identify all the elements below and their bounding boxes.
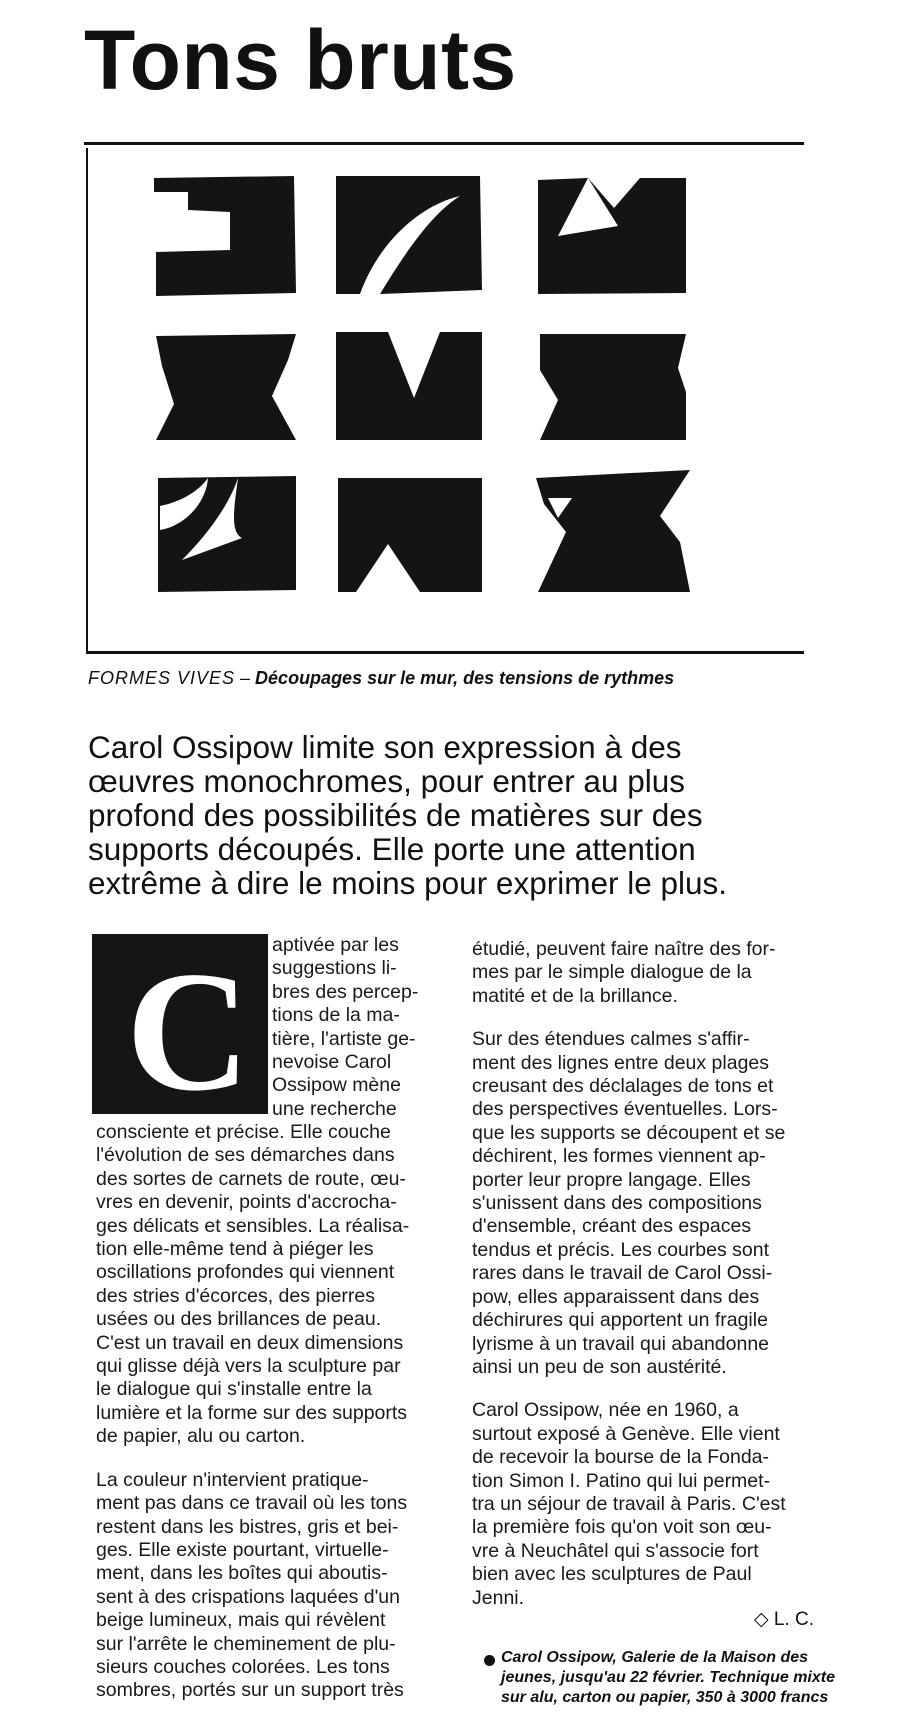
body-line: une recherche	[272, 1097, 397, 1120]
info-line: jeunes, jusqu'au 22 février. Technique mixte	[501, 1669, 835, 1686]
lede-line: supports découpés. Elle porte une attention	[88, 831, 696, 867]
body-line: l'évolution de ses démarches dans	[96, 1144, 395, 1167]
caption-dash: –	[235, 668, 256, 688]
lede-line: Carol Ossipow limite son expression à des	[88, 729, 682, 765]
body-line: pow, elles apparaissent dans des	[472, 1285, 760, 1308]
body-line: Carol Ossipow, née en 1960, a	[472, 1399, 739, 1422]
lede-line: œuvres monochromes, pour entrer au plus	[88, 763, 686, 799]
paragraph-gap	[96, 1449, 409, 1469]
body-line: sieurs couches colorées. Les tons	[96, 1655, 390, 1678]
body-line: creusant des déclalages de tons et	[472, 1075, 774, 1098]
body-line: Jenni.	[472, 1586, 525, 1609]
body-line: tion elle-même tend à piéger les	[96, 1238, 374, 1261]
exhibition-info	[481, 1648, 835, 1708]
body-line: qui glisse déjà vers la sculpture par	[96, 1355, 401, 1378]
body-line: d'ensemble, créant des espaces	[472, 1215, 752, 1238]
body-line: ment des lignes entre deux plages	[472, 1051, 770, 1074]
body-line: tion Simon I. Patino qui lui permet-	[472, 1469, 771, 1492]
body-line: s'unissent dans des compositions	[472, 1192, 762, 1215]
body-line: oscillations profondes qui viennent	[96, 1261, 395, 1284]
body-line: des stries d'écorces, des pierres	[96, 1284, 376, 1307]
body-line: nevoise Carol	[272, 1051, 392, 1074]
body-line: ment pas dans ce travail où les tons	[96, 1492, 408, 1515]
body-line: des perspectives éventuelles. Lors-	[472, 1098, 778, 1121]
body-line: suggestions li-	[272, 957, 397, 980]
body-line: que les supports se découpent et se	[472, 1121, 786, 1144]
paragraph-gap	[472, 1379, 786, 1399]
body-line: lumière et la forme sur des supports	[96, 1401, 408, 1424]
body-line: aptivée par les	[272, 934, 399, 956]
body-line: tions de la ma-	[272, 1004, 400, 1027]
figure-caption	[88, 668, 674, 689]
body-line: la première fois qu'on voit son œu-	[472, 1516, 772, 1539]
body-line: usées ou des brillances de peau.	[96, 1308, 382, 1331]
body-line: Ossipow mène	[272, 1074, 401, 1097]
body-line: tendus et précis. Les courbes sont	[472, 1238, 770, 1261]
body-line: étudié, peuvent faire naître des for-	[472, 938, 776, 960]
info-line: Carol Ossipow, Galerie de la Maison des	[501, 1649, 809, 1666]
body-line: mes par le simple dialogue de la	[472, 961, 752, 984]
tile-3-1	[158, 476, 296, 592]
body-line: C'est un travail en deux dimensions	[96, 1331, 404, 1354]
body-line: porter leur propre langage. Elles	[472, 1168, 751, 1191]
body-line: de papier, alu ou carton.	[96, 1425, 306, 1448]
body-line: rares dans le travail de Carol Ossi-	[472, 1262, 773, 1285]
body-line: des sortes de carnets de route, œu-	[96, 1167, 406, 1190]
body-line: sur l'arrête le cheminement de plu-	[96, 1632, 396, 1655]
drop-cap-letter: C	[126, 937, 251, 1127]
lede-line: profond des possibilités de matières sur des	[88, 797, 703, 833]
body-line: Sur des étendues calmes s'affir-	[472, 1028, 750, 1051]
body-line: La couleur n'intervient pratique-	[96, 1468, 369, 1491]
figure-top-rule	[84, 142, 804, 145]
tile-2-3	[540, 334, 686, 440]
article-headline: Tons bruts	[84, 13, 517, 107]
tile-1-2	[336, 176, 482, 294]
body-line: ges. Elle existe pourtant, virtuelle-	[96, 1538, 389, 1561]
tile-3-2	[338, 478, 482, 592]
lede-line: extrême à dire le moins pour exprimer le plus.	[88, 865, 728, 901]
author-signature: ◇ L. C.	[754, 1609, 815, 1630]
body-line: vres en devenir, points d'accrocha-	[96, 1191, 397, 1214]
right-column	[472, 938, 786, 1610]
left-column-top	[272, 934, 418, 1121]
info-line: sur alu, carton ou papier, 350 à 3000 francs	[501, 1689, 829, 1706]
caption-lead: FORMES VIVES	[88, 668, 236, 688]
drop-cap	[92, 934, 268, 1127]
body-line: tière, l'artiste ge-	[272, 1027, 416, 1050]
body-line: bres des percep-	[272, 980, 419, 1003]
caption-rest: Découpages sur le mur, des tensions de rythmes	[255, 668, 675, 688]
body-line: tra un séjour de travail à Paris. C'est	[472, 1492, 786, 1515]
body-line: bien avec les sculptures de Paul	[472, 1563, 752, 1586]
body-line: ment, dans les boîtes qui aboutis-	[96, 1562, 388, 1585]
tile-2-2	[336, 332, 482, 440]
body-line: consciente et précise. Elle couche	[96, 1121, 391, 1143]
body-line: ges délicats et sensibles. La réalisa-	[96, 1214, 410, 1237]
left-column-main	[96, 1121, 409, 1703]
body-line: restent dans les bistres, gris et bei-	[96, 1515, 399, 1538]
tile-3-3	[536, 470, 690, 592]
tile-1-3	[538, 178, 686, 294]
body-line: vre à Neuchâtel qui s'associe fort	[472, 1539, 759, 1562]
tile-2-1	[156, 334, 296, 440]
body-line: déchirures qui apportent un fragile	[472, 1309, 768, 1332]
artwork-image	[88, 148, 804, 651]
artwork-figure	[86, 148, 804, 654]
tile-1-1	[154, 176, 296, 296]
paragraph-gap	[472, 1008, 786, 1028]
body-line: le dialogue qui s'installe entre la	[96, 1378, 372, 1401]
body-line: matité et de la brillance.	[472, 984, 678, 1007]
body-line: ainsi un peu de son austérité.	[472, 1355, 727, 1378]
body-line: sent à des crispations laquées d'un	[96, 1585, 401, 1608]
body-line: de recevoir la bourse de la Fonda-	[472, 1446, 770, 1469]
body-line: sombres, portés sur un support très	[96, 1679, 404, 1702]
body-line: surtout exposé à Genève. Elle vient	[472, 1422, 780, 1445]
article-lede	[88, 730, 828, 900]
body-line: lyrisme à un travail qui abandonne	[472, 1332, 770, 1355]
body-line: beige lumineux, mais qui révèlent	[96, 1609, 386, 1632]
body-line: déchirent, les formes viennent ap-	[472, 1145, 766, 1168]
